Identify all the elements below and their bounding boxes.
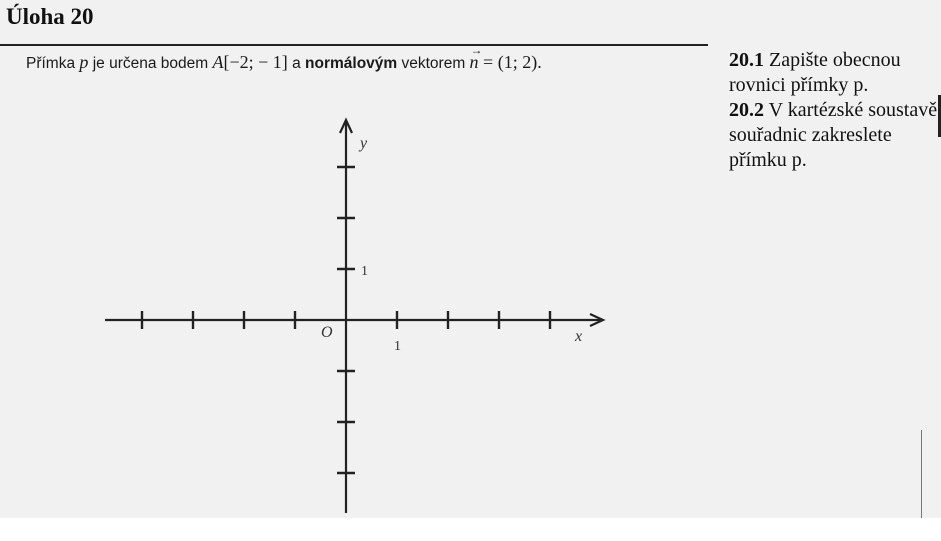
x-axis-label: x [575, 328, 583, 345]
line-name: p [79, 52, 89, 72]
problem-statement: Přímka p je určena bodem A[−2; − 1] a normálovým vektorem → n = (1; 2). [26, 43, 542, 72]
origin-label: O [321, 324, 333, 341]
vector-eq: = (1; 2). [478, 52, 542, 72]
vector-arrow-icon: → [470, 43, 483, 57]
y-axis-label: y [360, 135, 368, 152]
y-unit-label: 1 [361, 264, 368, 279]
bold-word: normálovým [305, 55, 398, 72]
vector-name: → n [469, 43, 483, 72]
x-unit-label: 1 [394, 339, 401, 354]
page-title: Úloha 20 [6, 4, 94, 29]
point-coords: [−2; − 1] [223, 52, 288, 72]
task-1: 20.1 Zapište obecnou rovnici přímky p. [729, 49, 901, 96]
task-2: 20.2 V kartézské soustavě souřadnic zakreslete přímku p. [729, 99, 938, 171]
point-name: A [212, 52, 224, 72]
